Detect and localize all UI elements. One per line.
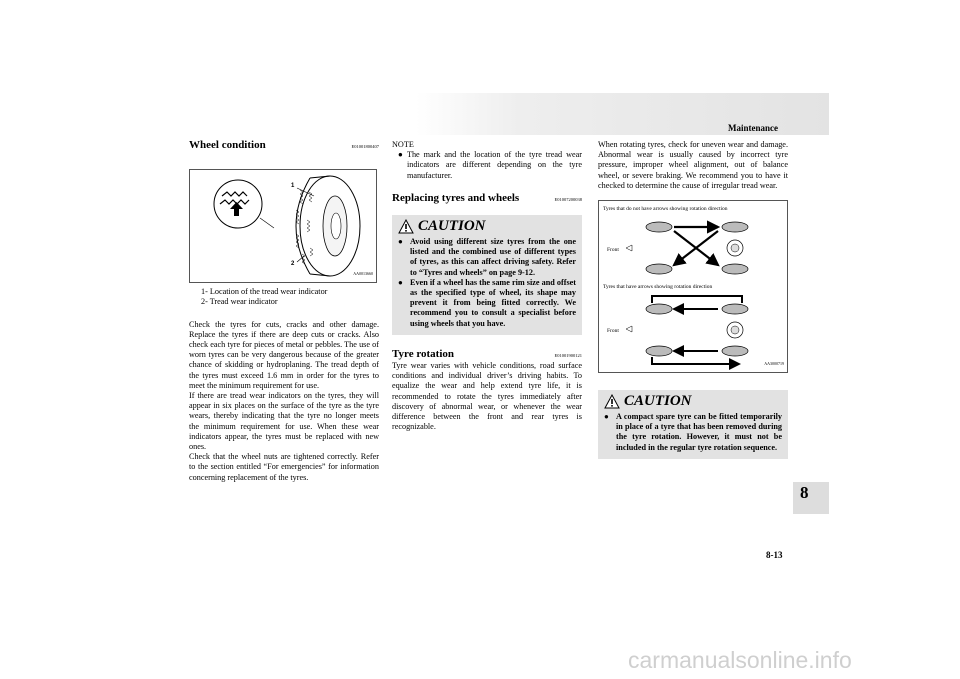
rotation-diagram [598,200,788,373]
body-text-2: If there are tread wear indicators on the tyres, they will appear in six places on the surface of the tyre as the tyre wears, thereby indicating that the tyre no longer meets the minimum requirement for use. When these wear indicators appear, the tyres must be replaced with new ones. [189,391,379,452]
warning-icon [604,394,620,409]
note-item [398,150,582,181]
diagram-label-bottom: Tyres that have arrows showing rotation direction [603,284,713,291]
front-label-2: Front [607,328,619,335]
heading-text: Replacing tyres and wheels [392,191,520,204]
warning-icon [398,219,414,234]
column-replacing [392,140,582,432]
caution-text: Even if a wheel has the same rim size and offset as the specified type of wheel, its shape may prevent it from being fitted correctly. We recommend you to consult a specialist before using wheels that you have. [410,277,576,328]
heading-wheel-condition [189,140,379,152]
diagram-code: AA3000719 [764,360,784,366]
front-label-1: Front [607,247,619,254]
caution-text: Avoid using different size tyres from the one listed and the combined use of different types of tyres, as this can affect driving safety. Refer to “Tyres and wheels” on page 9-12. [410,237,576,277]
caution-list [604,412,782,453]
bullet-icon: ● [398,150,403,160]
caption-2: 2- Tread wear indicator [201,297,278,307]
caution-item [398,278,576,329]
caution-box-tyres [392,215,582,335]
caution-label: CAUTION [418,218,486,235]
heading-replacing [392,193,582,205]
bullet-icon: ● [604,412,609,422]
chapter-tab [793,482,829,514]
caution-item [398,237,576,278]
figure-label-1: 1 [291,183,295,190]
caption-1: 1- Location of the tread wear indicator [201,287,328,297]
column-wheel-condition [189,140,379,483]
body-text: When rotating tyres, check for uneven wear and damage. Abnormal wear is usually caused by incorrect tyre pressure, improper wheel alignment, out of balance wheel, or severe braking. We recommend you to have it checked to determine the cause of irregular tread wear. [598,140,788,190]
caution-box-spare [598,390,788,459]
tyre-wear-figure [189,169,377,283]
heading-tyre-rotation [392,349,582,361]
caution-header [604,394,782,409]
heading-code: E01001800407 [351,144,379,149]
page-number: 8-13 [766,550,783,560]
heading-code: E01007200038 [554,196,582,202]
bullet-icon: ● [398,237,403,247]
caution-header [398,219,576,234]
caution-item [604,412,782,453]
caution-list [398,237,576,329]
heading-text: Wheel condition [189,139,266,151]
body-text: Tyre wear varies with vehicle conditions, road surface conditions and individual driver’s driving habits. To equalize the wear and help extend tyre life, it is recommended to rotate the tyres immediately after discovery of abnormal wear, or whenever the wear difference between the front and rear tyres is recognizable. [392,361,582,432]
note-text: The mark and the location of the tyre tread wear indicators are different depending on the tyre manufacturer. [406,150,582,180]
caution-label: CAUTION [624,393,692,410]
tyre-illustration [190,170,376,282]
rotation-illustration [599,201,787,372]
chapter-number: 8 [800,483,809,502]
section-title: Maintenance [728,123,778,133]
heading-code: E01001900121 [554,352,582,358]
figure-label-2: 2 [291,261,295,268]
diagram-label-top: Tyres that do not have arrows showing rotation direction [603,206,728,213]
body-text: Check the tyres for cuts, cracks and other damage. Replace the tyres if there are deep cuts or cracks. Also check each tyre for pieces of metal or pebbles. The use of worn tyres can be very dangerous because of the greater chance of skidding or hydroplaning. The tread depth of the tyres must exceed 1.6 mm in order for the tyres to meet the minimum requirement for use. [189,319,379,390]
caution-text: A compact spare tyre can be fitted temporarily in place of a tyre that has been removed during the tyre rotation. However, it must not be included in the regular tyre rotation sequence. [616,412,782,452]
bullet-icon: ● [398,277,403,287]
body-text-3: Check that the wheel nuts are tightened correctly. Refer to the section entitled “For emergencies” for information concerning replacement of the tyres. [189,452,379,482]
column-rotation [598,140,788,459]
heading-text: Tyre rotation [392,347,455,360]
figure-caption [189,287,379,307]
note-title: NOTE [392,140,414,149]
figure-code: AA0013660 [353,271,373,276]
watermark: carmanualsonline.info [628,647,852,673]
